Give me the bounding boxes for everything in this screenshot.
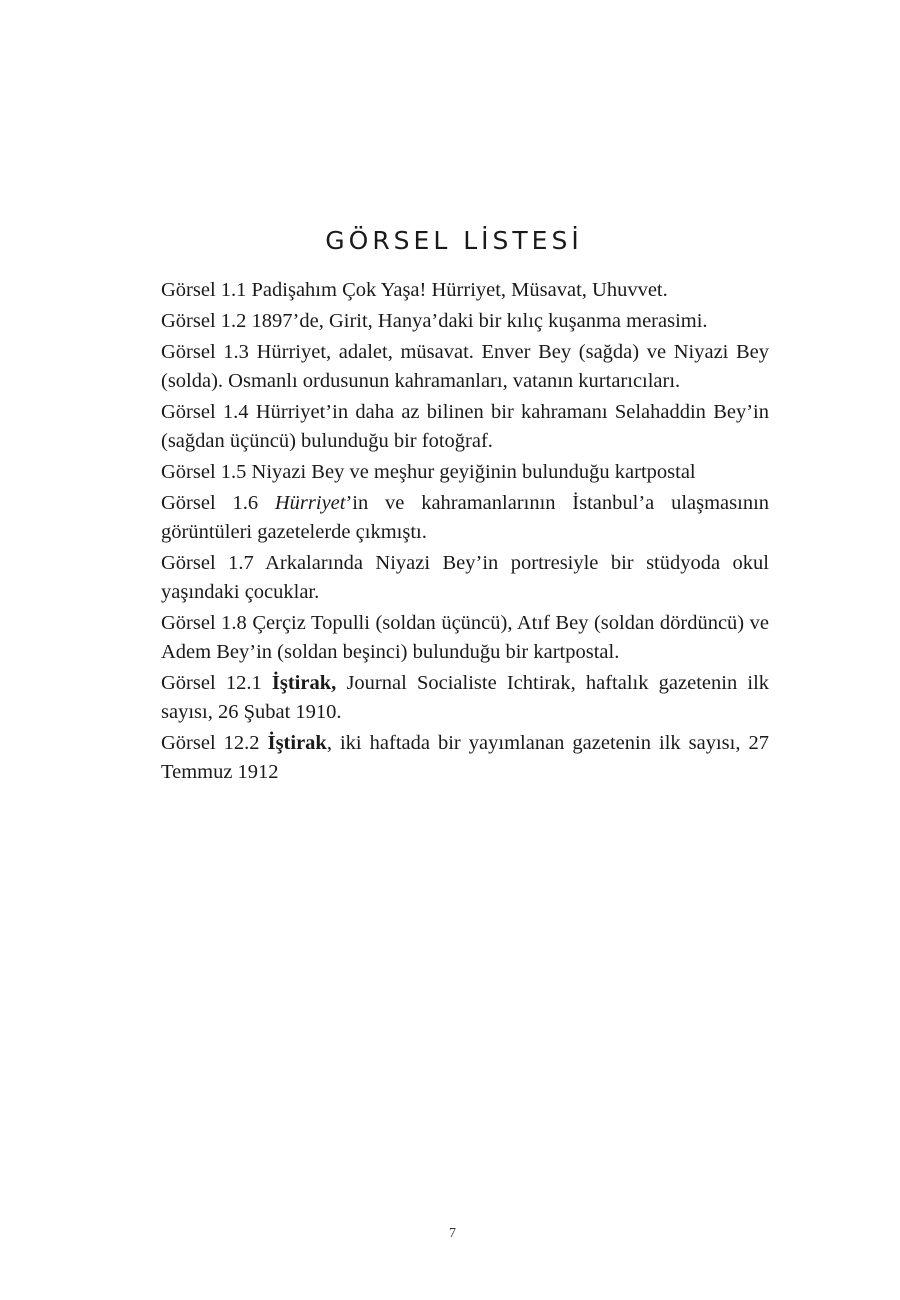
figure-caption: Hürriyet’in daha az bilinen bir kahramanı Selahaddin Bey’in (sağdan üçüncü) bulunduğu bir fotoğraf. [161,401,769,452]
figure-caption: Padişahım Çok Yaşa! Hürriyet, Müsavat, Uhuvvet. [251,279,668,301]
bold-title: İştirak [267,732,327,754]
page-number: 7 [449,1226,456,1241]
figure-caption: Çerçiz Topulli (soldan üçüncü), Atıf Bey (soldan dördüncü) ve Adem Bey’in (soldan beşinci) bulunduğu bir kartpostal. [161,612,769,663]
list-item [161,307,769,336]
list-item [161,549,769,607]
italic-title: Hürriyet [274,492,346,514]
list-item [161,609,769,667]
page-heading: GÖRSEL LİSTESİ [325,226,583,255]
list-item [161,338,769,396]
figure-id: Görsel 1.8 [161,612,247,634]
list-item [161,458,769,487]
list-item [161,398,769,456]
list-item [161,729,769,787]
figure-caption: ’in ve kahramanlarının İstanbul’a ulaşmasının görüntüleri gazetelerde çıkmıştı. [161,492,770,543]
figure-caption: Hürriyet, adalet, müsavat. Enver Bey (sağda) ve Niyazi Bey (solda). Osmanlı ordusunun kahramanları, vatanın kurtarıcıları. [161,341,770,392]
list-item [161,489,769,547]
bold-title: İştirak, [271,672,337,694]
figure-id: Görsel 1.7 [161,552,254,574]
figure-list [161,276,769,789]
figure-caption: , iki haftada bir yayımlanan gazetenin ilk sayısı, 27 Temmuz 1912 [161,732,770,783]
figure-id: Görsel 1.4 [161,401,249,423]
figure-id: Görsel 12.2 [161,732,260,754]
figure-id: Görsel 1.5 [161,461,247,483]
figure-caption: Arkalarında Niyazi Bey’in portresiyle bir stüdyoda okul yaşındaki çocuklar. [161,552,769,603]
figure-id: Görsel 1.3 [161,341,249,363]
list-item [161,276,769,305]
list-item [161,669,769,727]
figure-id: Görsel 12.1 [161,672,262,694]
figure-caption: 1897’de, Girit, Hanya’daki bir kılıç kuşanma merasimi. [251,310,708,332]
figure-caption: Journal Socialiste Ichtirak, haftalık gazetenin ilk sayısı, 26 Şubat 1910. [161,672,770,723]
figure-id: Görsel 1.2 [161,310,247,332]
figure-caption: Niyazi Bey ve meşhur geyiğinin bulunduğu kartpostal [251,461,696,483]
figure-id: Görsel 1.1 [161,279,247,301]
figure-id: Görsel 1.6 [161,492,259,514]
